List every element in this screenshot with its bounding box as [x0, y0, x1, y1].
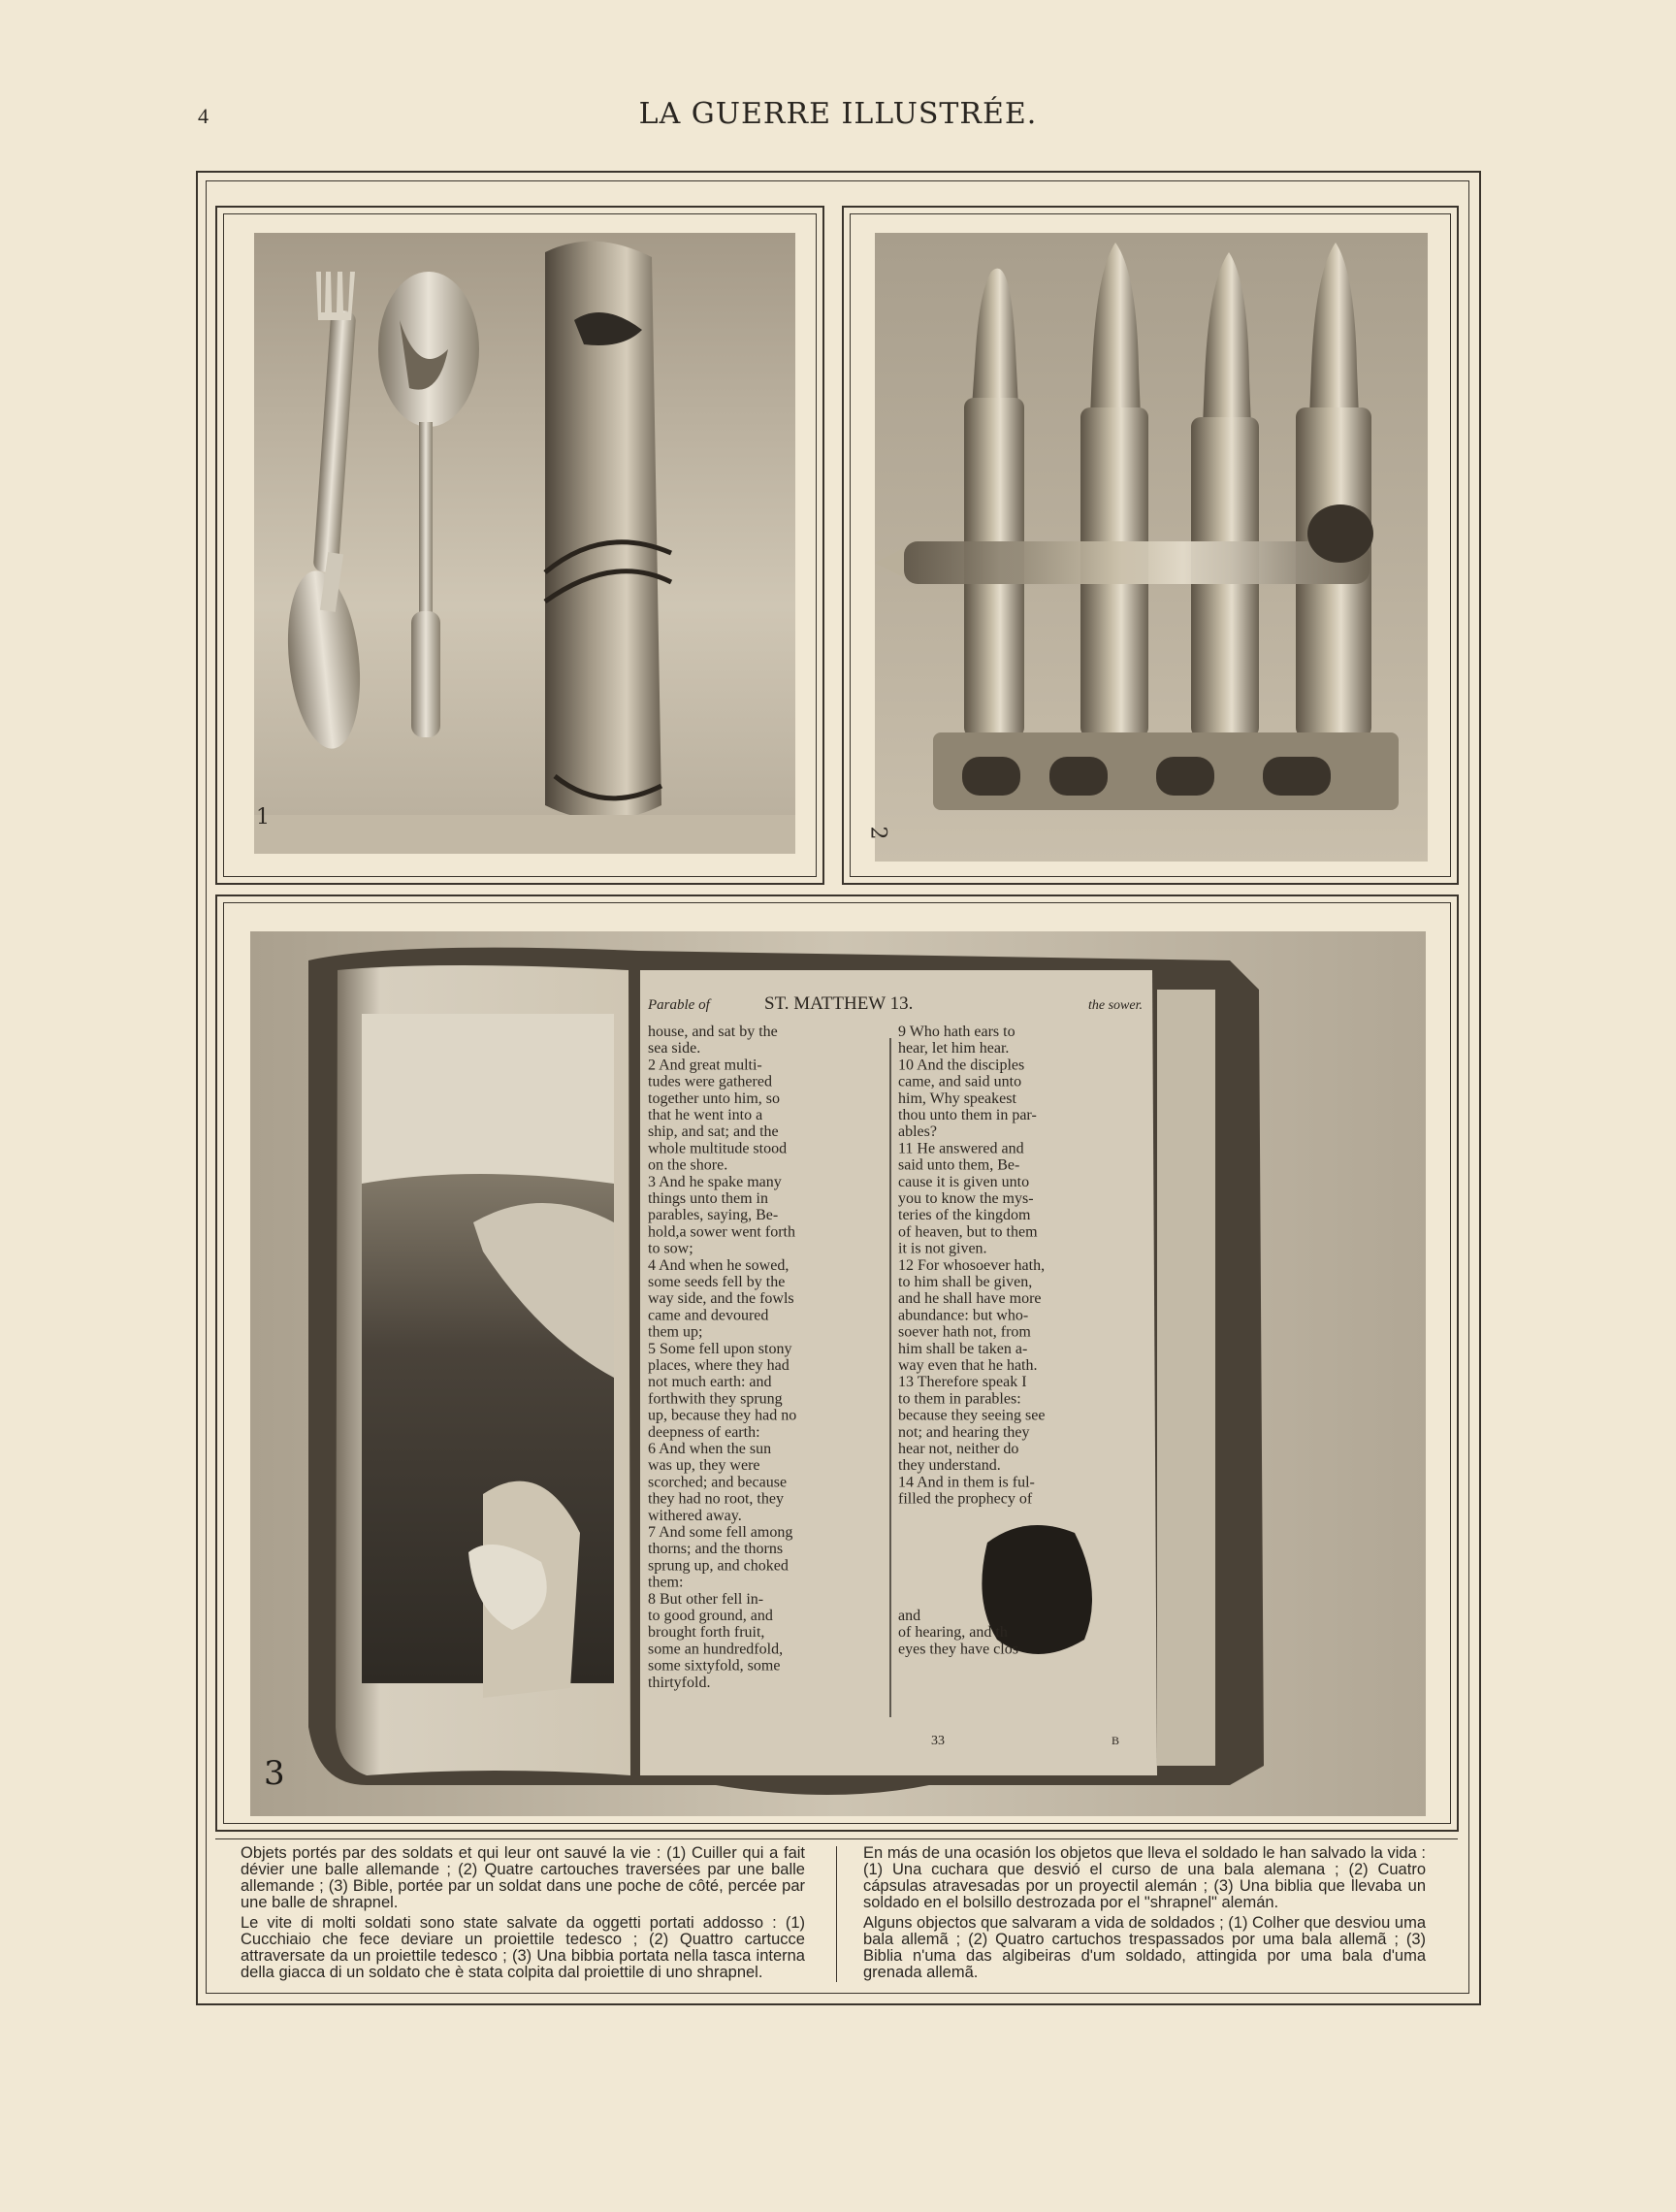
bible-col1-line: 7 And some fell among	[648, 1524, 793, 1541]
caption-column-divider	[836, 1846, 837, 1982]
bible-col2-line: of hearing, and th	[898, 1624, 1008, 1642]
bible-col1-line: forthwith they sprung	[648, 1390, 783, 1408]
bible-col1-line: hold,a sower went forth	[648, 1223, 795, 1241]
bible-col2-line: 9 Who hath ears to	[898, 1024, 1015, 1040]
bible-header-center: ST. MATTHEW 13.	[764, 993, 914, 1014]
caption-spanish: En más de una ocasión los objetos que lleva el soldado le han salvado la vida : (1) Una cuchara que desvió el curso de una bala alemana ; (2) Cuatro cápsulas atravesadas por un proyectil alemán ; (3) Una biblia que llevaba un soldado en el bolsillo destrozada por el "shrapnel" alemán.	[863, 1844, 1426, 1911]
bible-col1-line: them up;	[648, 1323, 703, 1341]
bible-col2-line: 11 He answered and	[898, 1140, 1024, 1157]
bible-col1-line: ship, and sat; and the	[648, 1123, 779, 1141]
bible-col1-line: to sow;	[648, 1240, 693, 1257]
bible-col1-line: to good ground, and	[648, 1608, 773, 1624]
bible-col1-line: tudes were gathered	[648, 1073, 772, 1090]
bible-signature: B	[1112, 1734, 1120, 1747]
plate-1-number: 1	[256, 805, 270, 830]
caption-divider	[215, 1838, 1458, 1839]
bible-col1-line: up, because they had no	[648, 1407, 797, 1424]
bible-col2-line: eyes they have clos	[898, 1641, 1018, 1658]
bible-col1-line: 3 And he spake many	[648, 1173, 782, 1190]
bible-col2-line: to them in parables:	[898, 1390, 1021, 1408]
bible-col1-line: sea side.	[648, 1040, 701, 1057]
bible-col1-line: they had no root, they	[648, 1490, 784, 1508]
caption-french: Objets portés par des soldats et qui leur ont sauvé la vie : (1) Cuiller qui a fait dévier une balle allemande ; (2) Quatre cartouches traversées par une balle allemande ; (3) Bible, portée par un soldat dans une poche de côté, percée par une balle de shrapnel.	[241, 1844, 805, 1911]
bible-col1-line: thirtyfold.	[648, 1674, 711, 1691]
bible-col1-line: some seeds fell by the	[648, 1274, 786, 1290]
bible-col2-line: soever hath not, from	[898, 1323, 1031, 1341]
bible-col1-line: was up, they were	[648, 1457, 760, 1475]
bible-col2-line: because they seeing see	[898, 1407, 1046, 1424]
bible-col2-line: to him shall be given,	[898, 1274, 1033, 1290]
bible-col1-line: whole multitude stood	[648, 1140, 788, 1157]
plate-3-number: 3	[264, 1754, 285, 1793]
bible-col2-line: teries of the kingdom	[898, 1207, 1031, 1224]
caption-portuguese: Alguns objectos que salvaram a vida de soldados ; (1) Colher que desviou uma bala allemã ; (2) Quatro cartuchos trespassados por uma bala allemã ; (3) Biblia n'uma das algibeiras d'um soldado, attingida por uma bala d'uma grenada allemã.	[863, 1914, 1426, 1981]
bible-col2-line: they understand.	[898, 1457, 1001, 1475]
bible-col2-line: hear, let him hear.	[898, 1040, 1010, 1057]
bible-col1-line: places, where they had	[648, 1357, 790, 1374]
bible-col1-line: together unto him, so	[648, 1090, 780, 1107]
caption-right	[863, 1845, 1426, 1985]
bible-col2-line: and he shall have more	[898, 1290, 1042, 1308]
caption-italian: Le vite di molti soldati sono state salvate da oggetti portati addosso : (1) Cucchiaio che fece deviare un proiettile tedesco ; (2) Quattro cartucce attraversate da un proiettile tedesco ; (3) Una bibbia portata nella tasca interna della giacca di un soldato che è stata colpita dal proiettile di uno shrapnel.	[241, 1914, 805, 1981]
bible-col2-line: abundance: but who-	[898, 1307, 1029, 1324]
bible-col2-line: way even that he hath.	[898, 1357, 1038, 1374]
bible-col2-line: him shall be taken a-	[898, 1340, 1028, 1357]
bible-col1-line: parables, saying, Be-	[648, 1207, 779, 1224]
bible-col2-line: it is not given.	[898, 1240, 987, 1257]
bible-col2-line: came, and said unto	[898, 1073, 1022, 1090]
caption-left	[241, 1845, 805, 1985]
bible-col1-line: sprung up, and choked	[648, 1557, 789, 1575]
bible-col2-line: cause it is given unto	[898, 1173, 1030, 1190]
bible-col2-line: 14 And in them is ful-	[898, 1474, 1035, 1491]
bible-col2-line: 13 Therefore speak I	[898, 1374, 1027, 1391]
bible-col2-line: you to know the mys-	[898, 1190, 1034, 1207]
bible-col2-line: ables?	[898, 1123, 937, 1141]
plate-1-photo	[254, 233, 795, 854]
bible-col2-line: and	[898, 1608, 921, 1624]
bible-col1-line: 2 And great multi-	[648, 1057, 762, 1074]
bible-col1-line: withered away.	[648, 1507, 742, 1524]
bible-col2-line: hear not, neither do	[898, 1441, 1019, 1457]
bible-col1-line: not much earth: and	[648, 1374, 772, 1391]
plate-2-number: 2	[865, 826, 890, 840]
bible-col2-line: 10 And the disciples	[898, 1057, 1025, 1074]
bible-col1-line: things unto them in	[648, 1190, 768, 1207]
bible-col1-line: way side, and the fowls	[648, 1290, 794, 1308]
bible-col1-line: that he went into a	[648, 1107, 763, 1123]
plate-2-photo	[875, 233, 1428, 862]
bible-col2-line: thou unto them in par-	[898, 1107, 1037, 1123]
bible-col1-line: 6 And when the sun	[648, 1441, 772, 1457]
bible-col1-line: 8 But other fell in-	[648, 1590, 764, 1608]
plate-3-photo	[250, 931, 1426, 1816]
bible-col1-line: house, and sat by the	[648, 1024, 778, 1040]
bible-col2-line: said unto them, Be-	[898, 1156, 1020, 1174]
bible-header-right: the sower.	[1088, 998, 1143, 1013]
bible-col2-line: him, Why speakest	[898, 1090, 1016, 1107]
bible-col2-line: 12 For whosoever hath,	[898, 1256, 1046, 1274]
bible-page-number: 33	[931, 1734, 945, 1748]
bible-col1-line: thorns; and the thorns	[648, 1541, 784, 1558]
bible-col2-line: of heaven, but to them	[898, 1223, 1038, 1241]
page-title: LA GUERRE ILLUSTRÉE.	[638, 97, 1038, 131]
bible-col1-line: them:	[648, 1574, 684, 1591]
bible-col1-line: on the shore.	[648, 1156, 728, 1174]
bible-col2-line: not; and hearing they	[898, 1423, 1030, 1441]
bible-col1-line: came and devoured	[648, 1307, 769, 1324]
bible-col1-line: some sixtyfold, some	[648, 1657, 781, 1675]
bible-col2-line: filled the prophecy of	[898, 1490, 1033, 1508]
bible-col1-line: deepness of earth:	[648, 1423, 760, 1441]
bible-col1-line: scorched; and because	[648, 1474, 788, 1491]
bible-header-left: Parable of	[648, 997, 710, 1013]
bible-col1-line: 5 Some fell upon stony	[648, 1340, 792, 1357]
bible-col1-line: brought forth fruit,	[648, 1624, 765, 1642]
bible-col1-line: some an hundredfold,	[648, 1641, 784, 1658]
page-number: 4	[198, 104, 209, 128]
bible-col1-line: 4 And when he sowed,	[648, 1256, 790, 1274]
